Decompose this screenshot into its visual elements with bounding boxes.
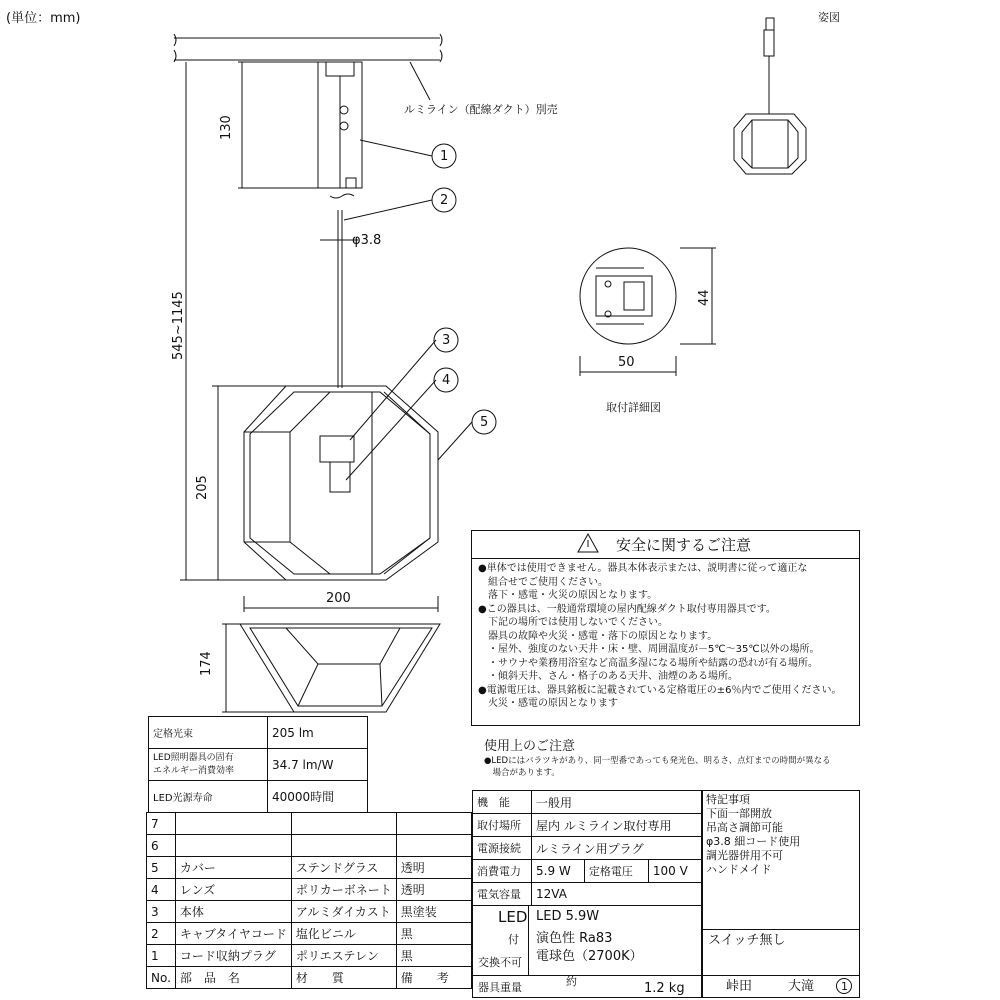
dim-200-label: 200 <box>326 591 351 606</box>
safety-line: ●単体では使用できません。器具本体表示または、説明書に従って適正な <box>478 563 808 574</box>
voltage-value: 100 V <box>648 860 701 883</box>
spec-label: LED照明器具の固有 エネルギー消費効率 <box>149 749 268 781</box>
table-row <box>147 879 472 901</box>
table-row <box>147 835 472 857</box>
performance-table <box>148 716 368 813</box>
dim-cord <box>180 62 330 580</box>
part-no: 6 <box>147 835 176 857</box>
special-line: 下面一部開放 <box>706 807 772 820</box>
dim-130-label: 130 <box>219 115 234 140</box>
safety-line: ●電源電圧は、器具銘板に記載されている定格電圧の±6％内でご使用ください。 <box>478 684 842 696</box>
part-note <box>396 835 471 857</box>
spec-value: 34.7 lm/W <box>268 749 368 781</box>
part-note <box>396 813 471 835</box>
part-name: カバー <box>175 857 291 879</box>
safety-title: 安全に関するご注意 <box>615 536 751 554</box>
consume-label: 消費電力 <box>473 860 532 883</box>
table-row <box>147 901 472 923</box>
part-material <box>291 835 396 857</box>
safety-line: ●この器具は、一般通常環境の屋内配線ダクト取付専用器具です。 <box>478 603 776 615</box>
part-material: アルミダイカスト <box>291 901 396 923</box>
special-line: 調光器併用不可 <box>706 849 783 862</box>
part-name: キャブタイヤコード <box>175 923 291 945</box>
part-material: ポリエステレン <box>291 945 396 967</box>
unit-label: (単位：mm) <box>6 11 81 26</box>
capacity-label: 電気容量 <box>473 883 532 906</box>
part-no: 5 <box>147 857 176 879</box>
dim-mount-width: 50 <box>618 355 635 370</box>
part-material: ポリカーボネート <box>291 879 396 901</box>
part-material: ステンドグラス <box>291 857 396 879</box>
special-title: 特記事項 <box>706 793 750 806</box>
callout-1: 1 <box>440 149 449 164</box>
revision-number: 1 <box>841 980 848 993</box>
special-line: 吊高さ調節可能 <box>706 821 783 834</box>
table-row <box>147 945 472 967</box>
cord <box>330 194 354 388</box>
power-label: 電源接続 <box>473 837 532 860</box>
part-no: 1 <box>147 945 176 967</box>
callout-2: 2 <box>440 193 449 208</box>
safety-line: ・傾斜天井、さん・格子のある天井、油煙のある場所。 <box>478 671 738 682</box>
part-name <box>175 835 291 857</box>
approver-name: 大滝 <box>788 979 815 994</box>
consume-value: 5.9 W <box>532 860 585 883</box>
capacity-value: 12VA <box>532 883 702 906</box>
callout-3: 3 <box>442 333 451 348</box>
dim-130 <box>238 62 318 188</box>
header-note: 備 考 <box>396 967 471 989</box>
shade-bottom <box>222 624 440 712</box>
part-note: 透明 <box>396 879 471 901</box>
ceiling-line <box>174 34 442 62</box>
spec-label: 定格光束 <box>149 717 268 749</box>
weight-box <box>472 976 702 998</box>
part-name <box>175 813 291 835</box>
mount-detail-label: 取付詳細図 <box>606 401 661 414</box>
dim-mount-height: 44 <box>697 289 712 306</box>
table-row <box>147 813 472 835</box>
dim-205-label: 205 <box>195 475 210 500</box>
part-note: 黒 <box>396 923 471 945</box>
function-value: 一般用 <box>532 791 702 814</box>
part-no: 3 <box>147 901 176 923</box>
dim-cord-label: 545~1145 <box>171 291 186 360</box>
callout-5: 5 <box>480 415 489 430</box>
safety-line: 落下・感電・火災の原因となります。 <box>478 590 658 601</box>
safety-line: 器具の故障や火災・感電・落下の原因となります。 <box>478 630 718 642</box>
mount-body <box>318 62 362 188</box>
part-material <box>291 813 396 835</box>
power-value: ルミライン用プラグ <box>532 837 702 860</box>
dim-205 <box>212 386 330 580</box>
part-note: 黒 <box>396 945 471 967</box>
led-label: LED <box>498 908 528 926</box>
voltage-label: 定格電圧 <box>584 860 648 883</box>
table-header <box>147 967 472 989</box>
part-note: 黒塗装 <box>396 901 471 923</box>
specs-table <box>472 790 702 906</box>
safety-line: 下記の場所では使用しないでください。 <box>478 617 668 628</box>
mount-label: 取付場所 <box>473 814 532 837</box>
header-no: No. <box>147 967 176 989</box>
table-row <box>147 857 472 879</box>
part-material: 塩化ビニル <box>291 923 396 945</box>
special-line: φ3.8 細コード使用 <box>706 835 801 848</box>
part-name: レンズ <box>175 879 291 901</box>
dim-174-label: 174 <box>199 651 214 676</box>
safety-line: 組合せでご使用ください。 <box>478 576 608 588</box>
weight-label: 器具重量 <box>478 981 522 994</box>
header-name: 部 品 名 <box>175 967 291 989</box>
designer-name: 峠田 <box>726 979 753 994</box>
led-sub: 付 <box>508 933 519 946</box>
part-no: 2 <box>147 923 176 945</box>
safety-line: ・サウナや業務用浴室など高温多湿になる場所や結露の恐れが有る場所。 <box>478 657 818 669</box>
mount-detail <box>580 248 716 376</box>
special-line: ハンドメイド <box>706 863 772 876</box>
callout-leaders <box>344 62 496 480</box>
led-line: 演色性 Ra83 <box>536 931 613 946</box>
exchange-label: 交換不可 <box>478 956 522 969</box>
table-row <box>147 923 472 945</box>
safety-line: 火災・感電の原因となります <box>478 698 618 709</box>
usage-line: 場合があります。 <box>484 768 560 778</box>
callout-4: 4 <box>442 373 451 388</box>
perspective-view <box>734 18 806 174</box>
led-divider <box>528 906 529 976</box>
safety-notice <box>471 530 860 726</box>
weight-about: 約 <box>566 975 577 988</box>
mount-value: 屋内 ルミライン取付専用 <box>532 814 702 837</box>
parts-table <box>146 812 472 989</box>
weight-value: 1.2 kg <box>644 981 685 996</box>
part-note: 透明 <box>396 857 471 879</box>
usage-line: ●LEDにはバラツキがあり、同一型番であっても発光色、明るさ、点灯までの時間が異なる <box>484 756 831 766</box>
led-line: 電球色（2700K） <box>536 949 643 964</box>
rail-label: ルミライン（配線ダクト）別売 <box>404 103 558 116</box>
header-material: 材 質 <box>291 967 396 989</box>
spec-value: 205 lm <box>268 717 368 749</box>
part-name: コード収納プラグ <box>175 945 291 967</box>
usage-title: 使用上のご注意 <box>484 739 576 754</box>
view-label: 姿図 <box>818 11 840 24</box>
led-line: LED 5.9W <box>536 909 600 924</box>
part-no: 7 <box>147 813 176 835</box>
spec-label: LED光源寿命 <box>149 781 268 813</box>
part-no: 4 <box>147 879 176 901</box>
safety-line: ・屋外、強度のない天井・床・壁、周囲温度が－5℃～35℃以外の場所。 <box>478 644 820 655</box>
switch-label: スイッチ無し <box>708 933 786 948</box>
led-box <box>472 906 702 976</box>
part-name: 本体 <box>175 901 291 923</box>
shade-front <box>244 386 438 580</box>
spec-value: 40000時間 <box>268 781 368 813</box>
dim-diameter-label: φ3.8 <box>352 233 382 248</box>
function-label: 機 能 <box>473 791 532 814</box>
